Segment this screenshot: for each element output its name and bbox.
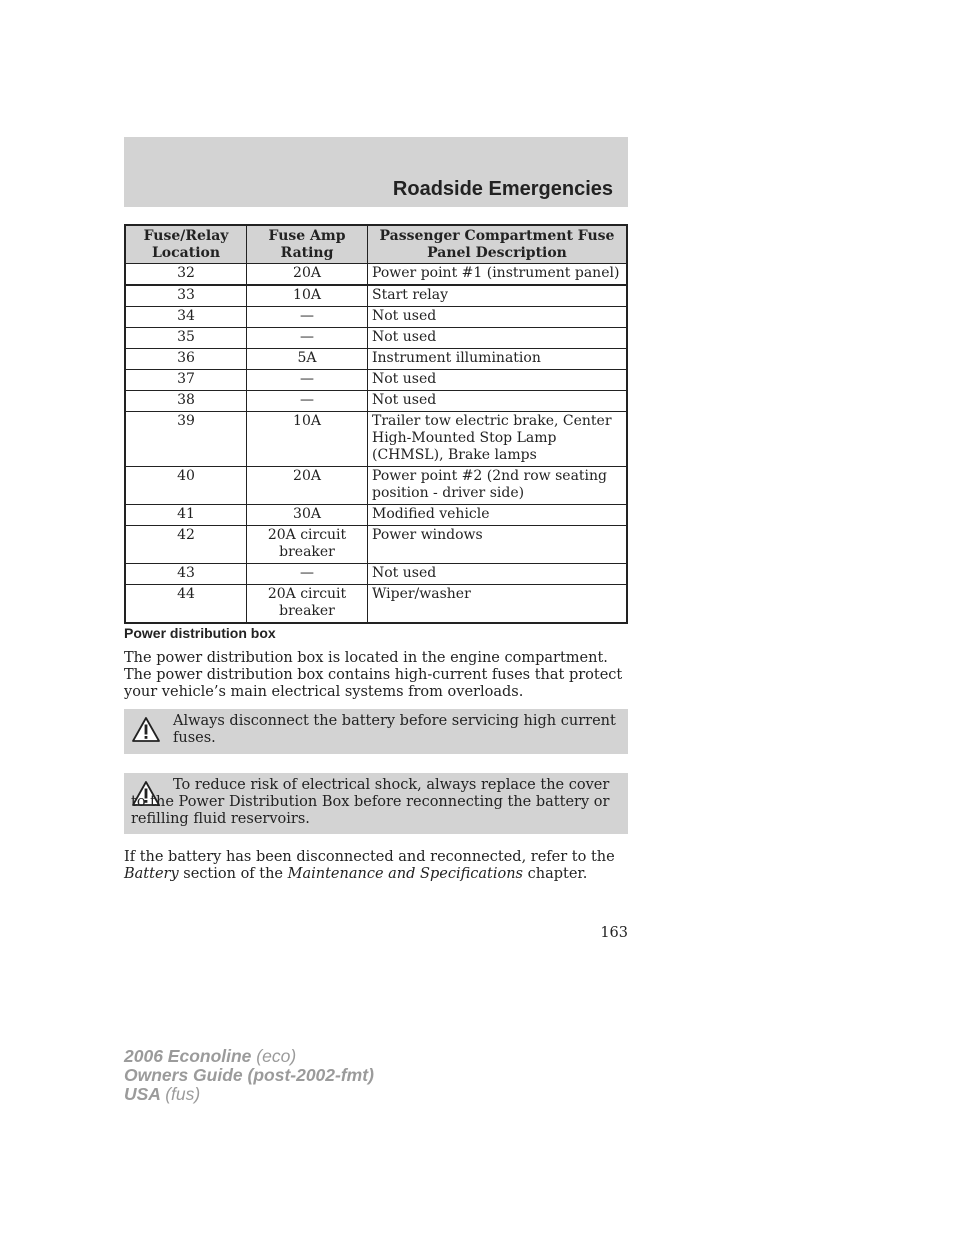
closing-paragraph [124,849,628,883]
warning-box [124,773,628,834]
section-header-band [124,137,628,207]
footer-market-code: (fus) [165,1084,201,1104]
cell-location: 42 [125,526,247,564]
cell-description: Not used [368,564,628,585]
cell-description: Instrument illumination [368,349,628,370]
closing-suffix: chapter. [527,866,588,882]
cell-location: 41 [125,505,247,526]
warning-box [124,709,628,754]
cell-location: 37 [125,370,247,391]
cell-location: 32 [125,264,247,286]
cell-rating: — [247,391,368,412]
subsection-title: Power distribution box [124,625,276,641]
cell-rating: — [247,307,368,328]
cell-location: 36 [125,349,247,370]
cell-rating: 10A [247,285,368,307]
cell-description: Not used [368,328,628,349]
intro-paragraph: The power distribution box is located in the engine compartment. The power distribution box contains high-current fuses that protect your vehicle’s main electrical systems from overloads. [124,650,623,700]
column-header-location: Fuse/Relay Location [125,225,247,264]
cell-description: Power windows [368,526,628,564]
warning-text: Always disconnect the battery before servicing high current fuses. [173,713,616,746]
cell-rating: 20A [247,264,368,286]
warning-text: To reduce risk of electrical shock, always replace the cover to the Power Distribution Box before reconnecting the battery or refilling fluid reservoirs. [131,777,610,827]
warning-triangle-icon [131,716,161,744]
footer-model-code: (eco) [256,1046,297,1066]
cell-location: 35 [125,328,247,349]
table-row [125,467,627,505]
cell-rating: 5A [247,349,368,370]
cell-location: 39 [125,412,247,467]
table-row [125,505,627,526]
cell-rating: 10A [247,412,368,467]
cell-description: Power point #1 (instrument panel) [368,264,628,286]
cell-location: 40 [125,467,247,505]
table-row [125,328,627,349]
table-header-row [125,225,627,264]
footer-market: USA [124,1084,161,1104]
chapter-reference: Maintenance and Specifications [287,866,523,882]
cell-location: 43 [125,564,247,585]
cell-description: Not used [368,391,628,412]
table-row [125,349,627,370]
table-row [125,412,627,467]
table-row [125,264,627,286]
table-row [125,391,627,412]
cell-location: 33 [125,285,247,307]
table-row [125,526,627,564]
table-row [125,564,627,585]
cell-description: Power point #2 (2nd row seating position - driver side) [368,467,628,505]
cell-location: 38 [125,391,247,412]
table-row [125,285,627,307]
cell-location: 44 [125,585,247,624]
cell-rating: — [247,564,368,585]
cell-description: Not used [368,370,628,391]
page-number: 163 [600,925,628,941]
cell-description: Trailer tow electric brake, Center High-Mounted Stop Lamp (CHMSL), Brake lamps [368,412,628,467]
document-footer [124,1047,374,1104]
footer-guide: Owners Guide (post-2002-fmt) [124,1065,374,1085]
cell-description: Modified vehicle [368,505,628,526]
fuse-table-body [125,264,627,624]
cell-rating: 30A [247,505,368,526]
cell-rating: 20A circuit breaker [247,585,368,624]
cell-rating: — [247,370,368,391]
cell-rating: 20A circuit breaker [247,526,368,564]
cell-description: Wiper/washer [368,585,628,624]
cell-description: Not used [368,307,628,328]
footer-model: 2006 Econoline [124,1046,252,1066]
column-header-description: Passenger Compartment Fuse Panel Description [368,225,628,264]
battery-reference: Battery [124,866,179,882]
section-title-heading: Roadside Emergencies [392,178,613,200]
cell-location: 34 [125,307,247,328]
cell-rating: — [247,328,368,349]
fuse-table [124,224,628,624]
cell-rating: 20A [247,467,368,505]
column-header-rating: Fuse Amp Rating [247,225,368,264]
closing-prefix: If the battery has been disconnected and reconnected, refer to the [124,849,615,865]
cell-description: Start relay [368,285,628,307]
table-row [125,585,627,624]
table-row [125,370,627,391]
closing-middle: section of the [183,866,284,882]
table-row [125,307,627,328]
